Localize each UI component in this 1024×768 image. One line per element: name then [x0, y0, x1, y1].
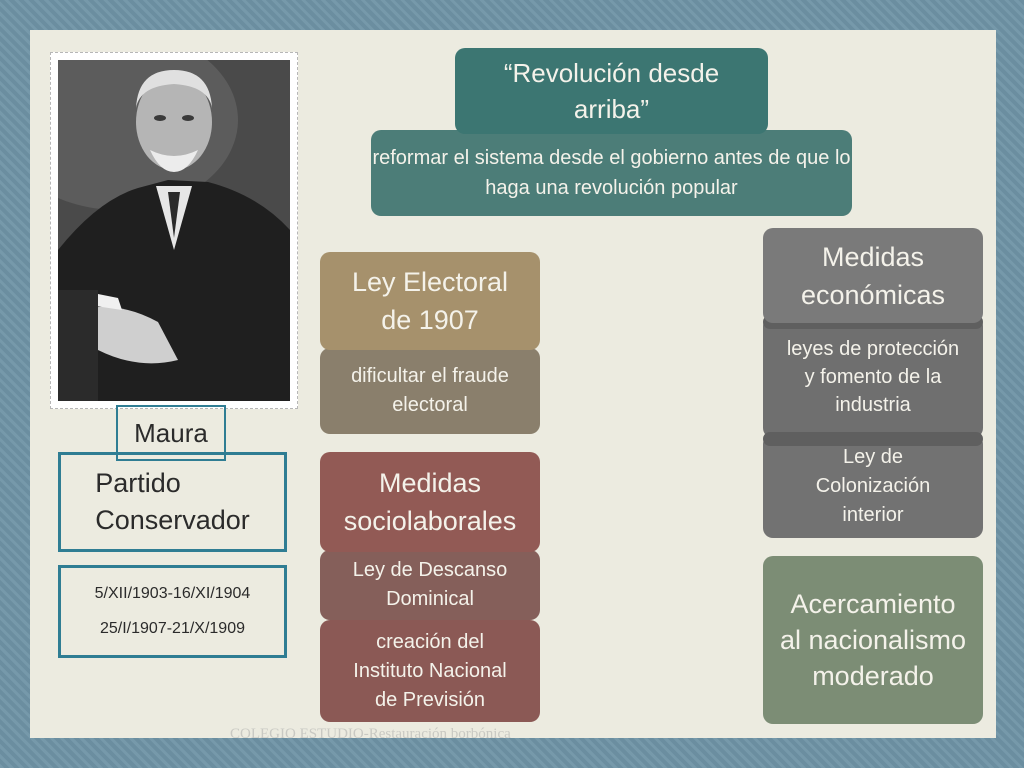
name-label-box — [116, 405, 226, 461]
economicas-item-1-box — [763, 316, 983, 438]
sociolaborales-item-2: creación del Instituto Nacional de Previsión — [353, 630, 507, 711]
sociolaborales-title: Medidas sociolaborales — [343, 468, 517, 536]
party-box — [58, 452, 287, 552]
subtitle-box — [371, 130, 852, 216]
sociolaborales-item-1-box — [320, 550, 540, 620]
economicas-item-2: Ley de Colonización interior — [815, 445, 931, 526]
ley-electoral-title-box — [320, 252, 540, 350]
economicas-title: Medidas económicas — [800, 241, 946, 310]
economicas-title-box — [763, 228, 983, 323]
nacionalismo-text: Acercamiento al nacionalismo moderado — [779, 589, 967, 691]
terms-box — [58, 565, 287, 658]
title-box — [455, 48, 768, 134]
portrait-photo — [58, 60, 290, 401]
title-text: “Revolución desde arriba” — [503, 58, 720, 124]
ley-electoral-title: Ley Electoral de 1907 — [351, 267, 509, 335]
sociolaborales-title-box — [320, 452, 540, 552]
ley-electoral-desc-box — [320, 348, 540, 434]
sociolaborales-item-1: Ley de Descanso Dominical — [352, 559, 508, 610]
ley-electoral-desc: dificultar el fraude electoral — [351, 365, 509, 416]
portrait-figure-icon — [58, 60, 290, 401]
economicas-divider — [763, 432, 983, 446]
name-label: Maura — [134, 417, 208, 448]
nacionalismo-box — [763, 556, 983, 724]
term-1: 5/XII/1903-16/XI/1904 — [94, 584, 251, 602]
sociolaborales-item-2-box — [320, 620, 540, 722]
party-label: Partido Conservador — [95, 468, 250, 535]
term-2: 25/I/1907-21/X/1909 — [99, 620, 245, 638]
subtitle-text: reformar el sistema desde el gobierno antes de que lo haga una revolución popular — [372, 147, 851, 199]
economicas-item-1: leyes de protección y fomento de la industria — [786, 338, 960, 416]
footer-text: COLEGIO ESTUDIO-Restauración borbónica — [230, 726, 511, 742]
portrait-frame — [50, 52, 298, 409]
economicas-item-2-box — [763, 434, 983, 538]
